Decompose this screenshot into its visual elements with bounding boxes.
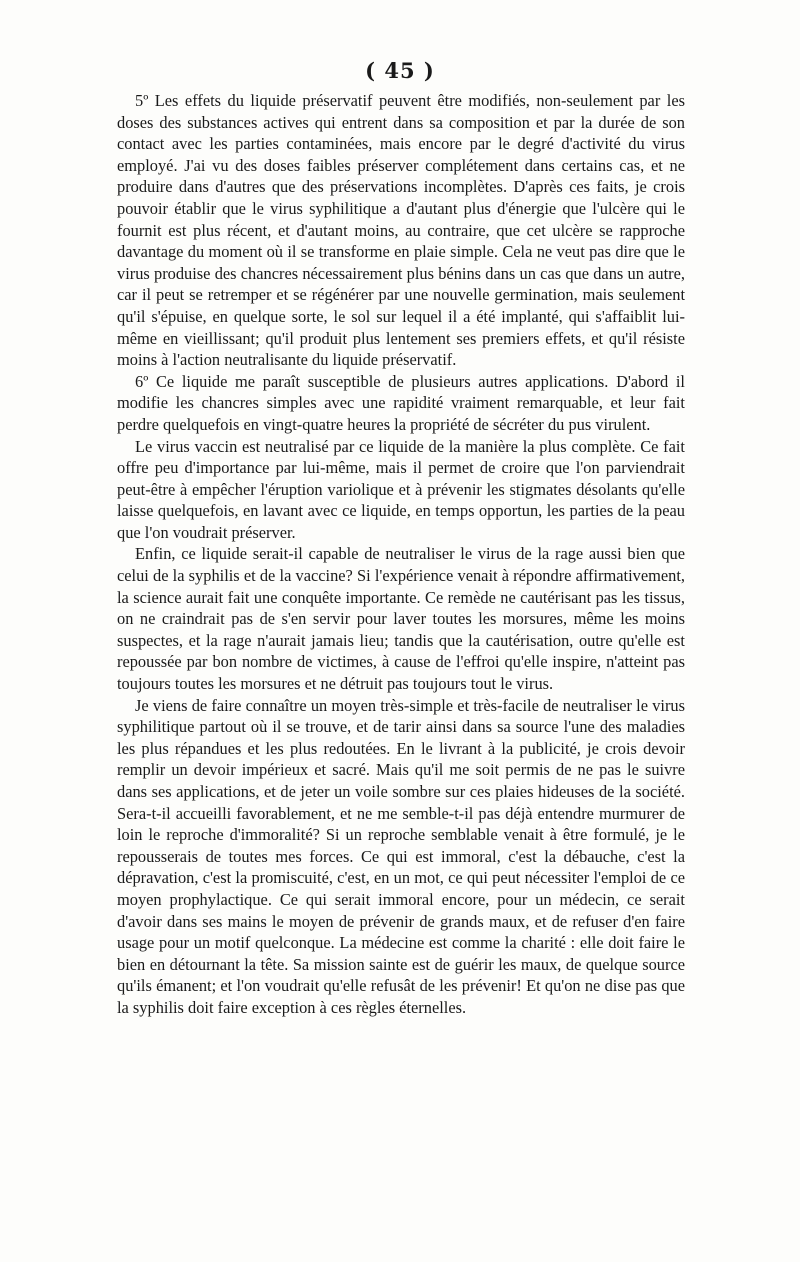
paragraph-vaccine: Le virus vaccin est neutralisé par ce liquide de la manière la plus complète. Ce fait offre peu d'importance par lui-même, mais il permet de croire que l'on parviendrait peut-être à empêcher l'éruption variolique et à prévenir les stigmates désolants qu'elle laisse quelquefois, en lavant avec ce liquide, en temps opportun, les parties de la peau que l'on voudrait préserver.	[117, 436, 685, 542]
paragraph-5: 5º Les effets du liquide préservatif peuvent être modifiés, non-seulement par les doses des substances actives qui entrent dans sa composition et par la durée de son contact avec les parties contaminées, mais encore par le degré d'activité du virus employé. J'ai vu des doses faibles préserver complétement dans certains cas, et ne produire dans d'autres que des préservations incomplètes. D'après ces faits, je crois pouvoir établir que le virus syphilitique a d'autant plus d'énergie que l'ulcère qui le fournit est plus récent, et d'autant moins, au contraire, que cet ulcère se rapproche davantage du moment où il se transforme en plaie simple. Cela ne veut pas dire que le virus produise des chancres nécessairement plus bénins dans un cas que dans un autre, car il peut se retremper et se régénérer par une nouvelle germination, mais seulement qu'il s'épuise, en quelque sorte, le sol sur lequel il a été implanté, qui s'affaiblit lui-même en vieillissant; qu'il produit plus lentement ses premiers effets, et qu'il résiste moins à l'action neutralisante du liquide préservatif.	[117, 91, 685, 370]
paragraph-6: 6º Ce liquide me paraît susceptible de plusieurs autres applications. D'abord il modifie les chancres simples avec une rapidité vraiment remarquable, et leur fait perdre quelquefois en vingt-quatre heures la propriété de sécréter du pus virulent.	[117, 371, 685, 434]
page-number: ( 45 )	[365, 58, 435, 83]
body-text	[117, 90, 685, 1019]
paragraph-rage: Enfin, ce liquide serait-il capable de neutraliser le virus de la rage aussi bien que celui de la syphilis et de la vaccine? Si l'expérience venait à répondre affirmativement, la science aurait fait une conquête importante. Ce remède ne cautérisant pas les tissus, on ne craindrait pas de s'en servir pour laver toutes les morsures, même les moins suspectes, et la rage n'aurait jamais lieu; tandis que la cautérisation, outre qu'elle est repoussée par bon nombre de victimes, à cause de l'effroi qu'elle inspire, n'atteint pas toujours toutes les morsures et ne détruit pas toujours tout le virus.	[117, 544, 685, 694]
paragraph-conclusion: Je viens de faire connaître un moyen très-simple et très-facile de neutraliser le virus syphilitique partout où il se trouve, et de tarir ainsi dans sa source l'une des maladies les plus répandues et les plus redoutées. En le livrant à la publicité, je crois devoir remplir un devoir impérieux et sacré. Mais qu'il me soit permis de ne pas le suivre dans ses applications, et de jeter un voile sombre sur ces plaies hideuses de la société. Sera-t-il accueilli favorablement, et ne me semble-t-il pas déjà entendre murmurer de loin le reproche d'immoralité? Si un reproche semblable venait à être formulé, je le repousserais de toutes mes forces. Ce qui est immoral, c'est la débauche, c'est la dépravation, c'est la promiscuité, c'est, en un mot, ce qui peut nécessiter l'emploi de ce moyen prophylactique. Ce qui serait immoral encore, pour un médecin, ce serait d'avoir dans ses mains le moyen de prévenir de grands maux, et de refuser d'en faire usage pour un motif quelconque. La médecine est comme la charité : elle doit faire le bien en détournant la tête. Sa mission sainte est de guérir les maux, de quelque source qu'ils émanent; et l'on voudrait qu'elle refusât de les prévenir! Et qu'on ne dise pas que la syphilis doit faire exception à ces règles éternelles.	[117, 695, 685, 1017]
